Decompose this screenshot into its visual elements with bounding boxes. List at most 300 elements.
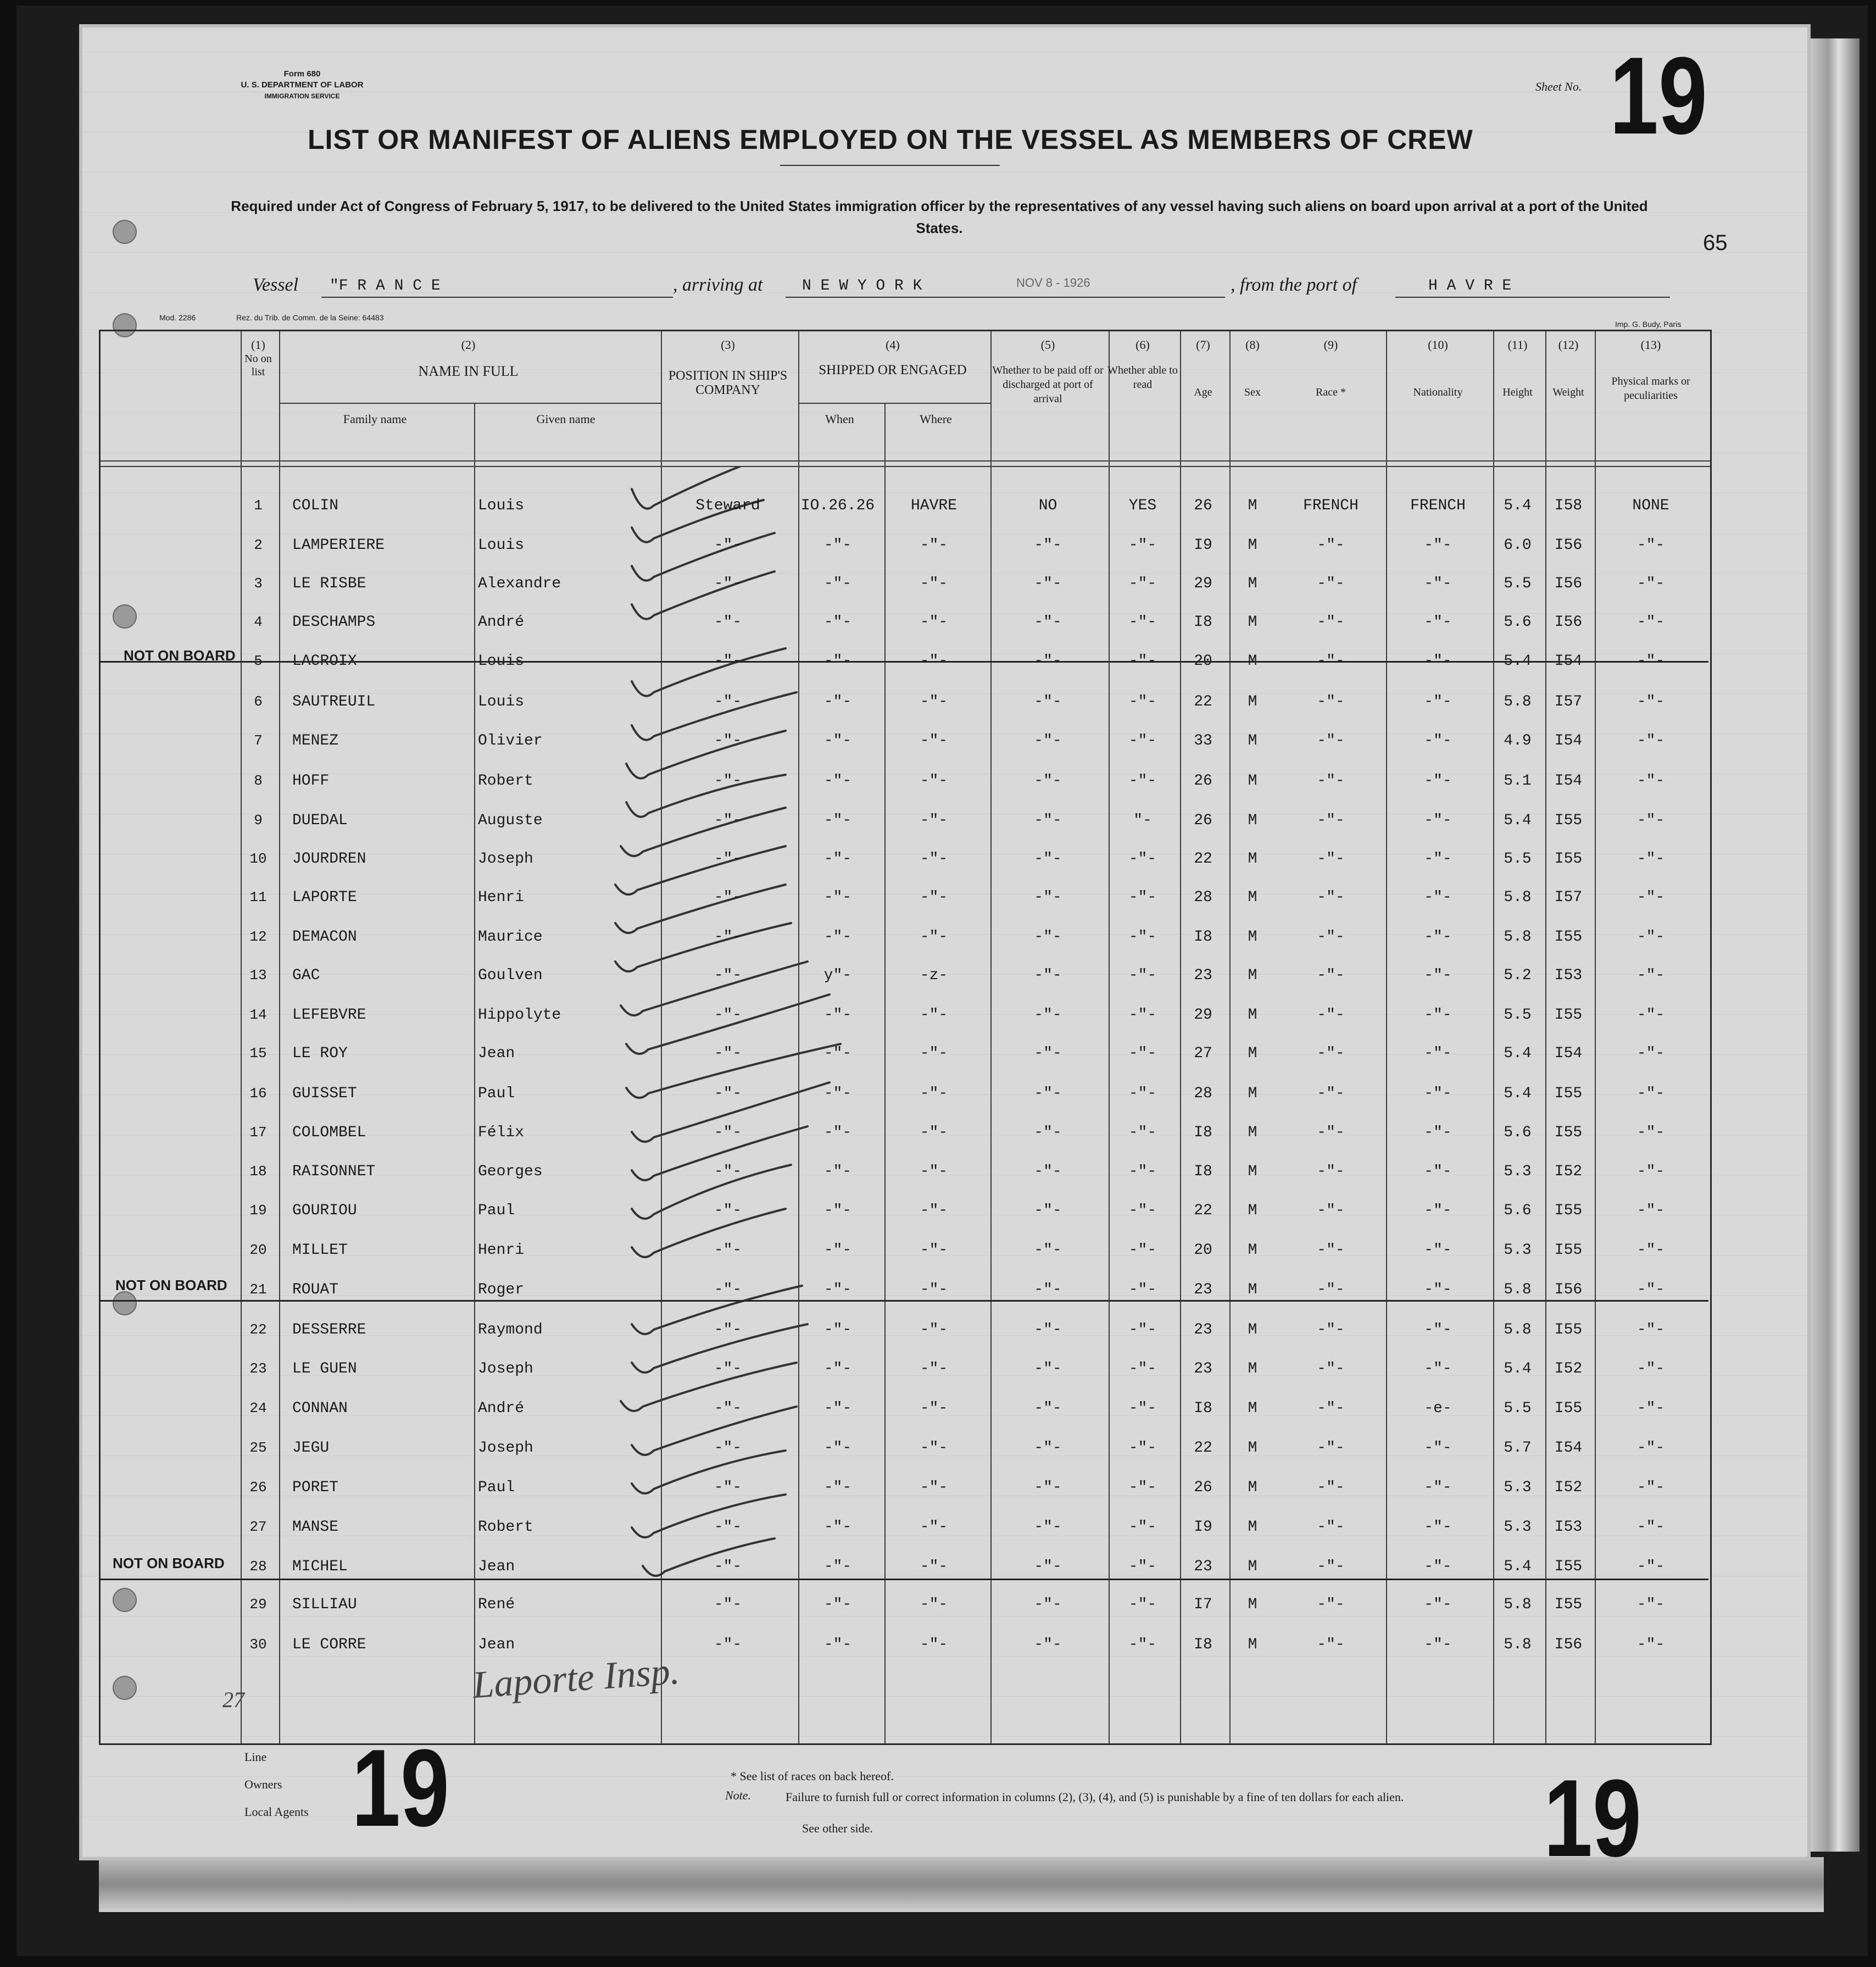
- cell-read: -"-: [1128, 1045, 1157, 1062]
- cell-race: -"-: [1317, 1360, 1345, 1377]
- cell-no: 20: [249, 1242, 267, 1258]
- cell-race: -"-: [1317, 1281, 1345, 1298]
- cell-no: 11: [249, 889, 267, 905]
- cell-age: I8: [1194, 929, 1212, 946]
- col-10-header: [1384, 338, 1491, 399]
- cell-weight: I52: [1554, 1163, 1583, 1180]
- cell-when: -"-: [823, 614, 852, 631]
- cell-weight: I55: [1554, 1242, 1583, 1259]
- cell-where: -"-: [920, 1479, 948, 1496]
- cell-given: Paul: [478, 1085, 515, 1102]
- cell-marks: -"-: [1636, 614, 1665, 631]
- shipped-subrule: [798, 403, 990, 404]
- cell-position: -"-: [714, 1479, 742, 1496]
- cell-height: 5.6: [1504, 1202, 1532, 1219]
- header-rule: [101, 460, 1710, 462]
- cell-family: ROUAT: [292, 1281, 339, 1298]
- col-9-header: [1277, 338, 1384, 399]
- cell-nat: -"-: [1424, 1440, 1452, 1457]
- cell-race: -"-: [1317, 851, 1345, 868]
- cell-where: -"-: [920, 1281, 948, 1298]
- cell-given: Maurice: [478, 929, 543, 946]
- cell-age: 26: [1194, 773, 1212, 790]
- cell-nat: -"-: [1424, 1479, 1452, 1496]
- cell-no: 3: [254, 575, 263, 592]
- family-name-header: Family name: [343, 412, 407, 426]
- cell-height: 4.9: [1504, 732, 1532, 749]
- cell-age: 22: [1194, 1440, 1212, 1457]
- cell-no: 16: [249, 1085, 267, 1102]
- cell-no: 24: [249, 1400, 267, 1416]
- cell-given: Henri: [478, 1242, 525, 1259]
- footer-line-label: Line: [244, 1750, 267, 1764]
- cell-marks: -"-: [1636, 1440, 1665, 1457]
- cell-given: Robert: [478, 1519, 533, 1536]
- cell-given: Louis: [478, 497, 525, 514]
- cell-position: -"-: [714, 1519, 742, 1536]
- cell-no: 5: [254, 653, 263, 669]
- cell-race: -"-: [1317, 575, 1345, 592]
- cell-height: 5.8: [1504, 693, 1532, 710]
- cell-nat: -"-: [1424, 1163, 1452, 1180]
- cell-given: Louis: [478, 537, 525, 554]
- cell-race: -"-: [1317, 653, 1345, 670]
- cell-where: -"-: [920, 1045, 948, 1062]
- cell-height: 5.1: [1504, 773, 1532, 790]
- cell-weight: I55: [1554, 1007, 1583, 1024]
- cell-sex: M: [1248, 1281, 1257, 1298]
- when-header: When: [825, 412, 854, 426]
- col-number: (11): [1507, 338, 1528, 352]
- cell-family: JOURDREN: [292, 851, 366, 868]
- cell-nat: -"-: [1424, 575, 1452, 592]
- cell-height: 6.0: [1504, 537, 1532, 554]
- cell-paid: -"-: [1034, 1479, 1062, 1496]
- cell-family: LEFEBVRE: [292, 1007, 366, 1024]
- from-label: , from the port of: [1231, 275, 1357, 295]
- cell-position: -"-: [714, 575, 742, 592]
- cell-no: 15: [249, 1045, 267, 1062]
- cell-race: -"-: [1317, 1636, 1345, 1653]
- cell-paid: -"-: [1034, 773, 1062, 790]
- cell-given: Hippolyte: [478, 1007, 561, 1024]
- cell-given: Jean: [478, 1636, 515, 1653]
- cell-nat: -"-: [1424, 812, 1452, 829]
- cell-race: -"-: [1317, 929, 1345, 946]
- strike-line: [99, 661, 1708, 663]
- cell-paid: -"-: [1034, 851, 1062, 868]
- cell-age: 20: [1194, 1242, 1212, 1259]
- col-4-header: [797, 338, 989, 377]
- cell-when: -"-: [823, 1202, 852, 1219]
- cell-no: 17: [249, 1124, 267, 1141]
- cell-marks: -"-: [1636, 929, 1665, 946]
- fine-note: Failure to furnish full or correct information in columns (2), (3), (4), and (5) is punishable by a fine of ten dollars for each alien.: [786, 1790, 1404, 1804]
- cell-when: -"-: [823, 653, 852, 670]
- cell-read: -"-: [1128, 693, 1157, 710]
- cell-family: LE CORRE: [292, 1636, 366, 1653]
- header-rule: [101, 466, 1710, 467]
- cell-no: 30: [249, 1636, 267, 1653]
- not-on-board-stamp: NOT ON BOARD: [113, 1555, 225, 1571]
- cell-no: 22: [249, 1321, 267, 1338]
- cell-race: -"-: [1317, 1045, 1345, 1062]
- cell-sex: M: [1248, 1596, 1257, 1613]
- cell-where: -"-: [920, 1321, 948, 1338]
- footer-owners-label: Owners: [244, 1777, 282, 1791]
- page-stack-edge: [1807, 38, 1860, 1852]
- cell-height: 5.4: [1504, 1085, 1532, 1102]
- cell-where: -"-: [920, 1202, 948, 1219]
- cell-no: 8: [254, 773, 263, 789]
- cell-family: GUISSET: [292, 1085, 357, 1102]
- cell-read: -"-: [1128, 1124, 1157, 1141]
- cell-age: I8: [1194, 1400, 1212, 1417]
- cell-where: -"-: [920, 575, 948, 592]
- cell-race: -"-: [1317, 1242, 1345, 1259]
- given-name-header: Given name: [536, 412, 595, 426]
- cell-nat: -"-: [1424, 693, 1452, 710]
- cell-paid: -"-: [1034, 1124, 1062, 1141]
- cell-sex: M: [1248, 537, 1257, 554]
- cell-when: -"-: [823, 693, 852, 710]
- col-label: Whether to be paid off or discharged at port of arrival: [992, 364, 1104, 405]
- cell-height: 5.8: [1504, 1281, 1532, 1298]
- cell-given: Paul: [478, 1202, 515, 1219]
- cell-nat: -"-: [1424, 653, 1452, 670]
- cell-no: 13: [249, 967, 267, 984]
- col-label: Height: [1502, 386, 1533, 398]
- cell-race: -"-: [1317, 1400, 1345, 1417]
- cell-read: -"-: [1128, 1281, 1157, 1298]
- cell-given: Henri: [478, 889, 525, 906]
- cell-family: LAMPERIERE: [292, 537, 385, 554]
- cell-age: 23: [1194, 1360, 1212, 1377]
- cell-when: -"-: [823, 1479, 852, 1496]
- cell-height: 5.4: [1504, 1045, 1532, 1062]
- cell-when: IO.26.26: [800, 497, 875, 514]
- cell-when: -"-: [823, 1045, 852, 1062]
- cell-weight: I55: [1554, 1400, 1583, 1417]
- col-label: No on list: [244, 353, 272, 378]
- cell-height: 5.3: [1504, 1519, 1532, 1536]
- note-label: Note.: [725, 1788, 751, 1802]
- cell-position: -"-: [714, 1558, 742, 1575]
- cell-position: -"-: [714, 1242, 742, 1259]
- cell-weight: I54: [1554, 653, 1583, 670]
- cell-marks: -"-: [1636, 1321, 1665, 1338]
- cell-weight: I55: [1554, 851, 1583, 868]
- cell-nat: -"-: [1424, 889, 1452, 906]
- cell-no: 29: [249, 1596, 267, 1613]
- cell-race: -"-: [1317, 812, 1345, 829]
- cell-when: -"-: [823, 1519, 852, 1536]
- page-title: LIST OR MANIFEST OF ALIENS EMPLOYED ON THE VESSEL AS MEMBERS OF CREW: [308, 124, 1473, 155]
- cell-height: 5.8: [1504, 889, 1532, 906]
- footer-agents-label: Local Agents: [244, 1805, 309, 1819]
- cell-given: Roger: [478, 1281, 525, 1298]
- cell-position: -"-: [714, 812, 742, 829]
- cell-weight: I57: [1554, 889, 1583, 906]
- cell-family: MANSE: [292, 1519, 339, 1536]
- cell-where: -"-: [920, 693, 948, 710]
- cell-age: I9: [1194, 537, 1212, 554]
- arriving-port: N E W Y O R K: [802, 277, 922, 295]
- cell-family: SILLIAU: [292, 1596, 357, 1613]
- cell-paid: -"-: [1034, 1440, 1062, 1457]
- cell-read: -"-: [1128, 1479, 1157, 1496]
- cell-marks: -"-: [1636, 1007, 1665, 1024]
- cell-marks: -"-: [1636, 1558, 1665, 1575]
- col-11-header: [1491, 338, 1544, 399]
- sheet-no-label: Sheet No.: [1535, 80, 1582, 93]
- cell-position: -"-: [714, 1321, 742, 1338]
- cell-age: 33: [1194, 732, 1212, 749]
- cell-nat: -"-: [1424, 851, 1452, 868]
- vessel-underline: [321, 297, 673, 298]
- cell-where: -"-: [920, 851, 948, 868]
- cell-weight: I56: [1554, 575, 1583, 592]
- cell-age: I8: [1194, 1163, 1212, 1180]
- cell-position: -"-: [714, 1202, 742, 1219]
- cell-no: 6: [254, 693, 263, 710]
- cell-when: y"-: [823, 967, 852, 984]
- cell-position: -"-: [714, 967, 742, 984]
- cell-race: -"-: [1317, 1558, 1345, 1575]
- col-label: Age: [1194, 386, 1212, 398]
- cell-paid: -"-: [1034, 929, 1062, 946]
- cell-nat: -"-: [1424, 1045, 1452, 1062]
- cell-when: -"-: [823, 1085, 852, 1102]
- cell-no: 26: [249, 1479, 267, 1496]
- cell-when: -"-: [823, 1007, 852, 1024]
- cell-paid: -"-: [1034, 1281, 1062, 1298]
- cell-nat: -"-: [1424, 1281, 1452, 1298]
- cell-nat: -e-: [1424, 1400, 1452, 1417]
- cell-sex: M: [1248, 1440, 1257, 1457]
- cell-marks: -"-: [1636, 693, 1665, 710]
- cell-read: -"-: [1128, 575, 1157, 592]
- cell-age: 22: [1194, 851, 1212, 868]
- cell-marks: -"-: [1636, 1400, 1665, 1417]
- cell-race: -"-: [1317, 1085, 1345, 1102]
- col-number: (13): [1640, 338, 1661, 352]
- cell-no: 14: [249, 1007, 267, 1023]
- cell-read: -"-: [1128, 1558, 1157, 1575]
- col-number: (12): [1558, 338, 1579, 352]
- cell-read: -"-: [1128, 1202, 1157, 1219]
- col-divider: [474, 403, 475, 1743]
- cell-position: -"-: [714, 889, 742, 906]
- cell-height: 5.4: [1504, 653, 1532, 670]
- col-number: (4): [886, 338, 900, 352]
- cell-family: MILLET: [292, 1242, 348, 1259]
- cell-family: GOURIOU: [292, 1202, 357, 1219]
- cell-race: -"-: [1317, 1202, 1345, 1219]
- cell-nat: -"-: [1424, 1519, 1452, 1536]
- cell-height: 5.3: [1504, 1479, 1532, 1496]
- cell-age: I8: [1194, 1636, 1212, 1653]
- col-label: Weight: [1552, 386, 1584, 398]
- cell-given: René: [478, 1596, 515, 1613]
- cell-weight: I57: [1554, 693, 1583, 710]
- cell-height: 5.4: [1504, 812, 1532, 829]
- cell-sex: M: [1248, 1045, 1257, 1062]
- race-note: * See list of races on back hereof.: [731, 1769, 894, 1783]
- corner-number: 65: [1703, 231, 1728, 255]
- subtitle: Required under Act of Congress of February 5, 1917, to be delivered to the United States immigration officer by the representatives of any vessel having such aliens on board upon arrival at a port of the United States.: [231, 198, 1648, 236]
- cell-no: 28: [249, 1558, 267, 1575]
- cell-weight: I55: [1554, 812, 1583, 829]
- cell-when: -"-: [823, 851, 852, 868]
- cell-where: -"-: [920, 653, 948, 670]
- cell-nat: -"-: [1424, 732, 1452, 749]
- cell-position: -"-: [714, 537, 742, 554]
- cell-no: 2: [254, 537, 263, 553]
- col-label: Sex: [1244, 386, 1261, 398]
- footer-number-right: 19: [1544, 1757, 1641, 1880]
- form-header: [198, 69, 407, 102]
- cell-given: Félix: [478, 1124, 525, 1141]
- col-1-header: [239, 338, 277, 379]
- strike-line: [99, 1300, 1708, 1302]
- cell-marks: -"-: [1636, 1124, 1665, 1141]
- cell-marks: -"-: [1636, 1045, 1665, 1062]
- cell-when: -"-: [823, 1360, 852, 1377]
- cell-age: 23: [1194, 1281, 1212, 1298]
- cell-nat: -"-: [1424, 1007, 1452, 1024]
- col-7-header: [1178, 338, 1228, 399]
- cell-paid: NO: [1038, 497, 1057, 514]
- cell-read: -"-: [1128, 929, 1157, 946]
- cell-where: -"-: [920, 1636, 948, 1653]
- cell-paid: -"-: [1034, 1007, 1062, 1024]
- cell-race: -"-: [1317, 693, 1345, 710]
- cell-paid: -"-: [1034, 889, 1062, 906]
- cell-sex: M: [1248, 967, 1257, 984]
- cell-position: -"-: [714, 653, 742, 670]
- cell-family: COLOMBEL: [292, 1124, 366, 1141]
- cell-where: -"-: [920, 1360, 948, 1377]
- col-number: (5): [1040, 338, 1055, 352]
- cell-family: LE ROY: [292, 1045, 348, 1062]
- cell-no: 7: [254, 732, 263, 749]
- cell-when: -"-: [823, 773, 852, 790]
- cell-when: -"-: [823, 929, 852, 946]
- cell-when: -"-: [823, 1558, 852, 1575]
- cell-weight: I53: [1554, 1519, 1583, 1536]
- cell-sex: M: [1248, 929, 1257, 946]
- cell-paid: -"-: [1034, 653, 1062, 670]
- arriving-label: , arriving at: [673, 275, 763, 295]
- cell-marks: -"-: [1636, 1281, 1665, 1298]
- cell-given: Goulven: [478, 967, 543, 984]
- col-5-header: [989, 338, 1107, 406]
- cell-sex: M: [1248, 1007, 1257, 1024]
- cell-sex: M: [1248, 1202, 1257, 1219]
- cell-position: -"-: [714, 1596, 742, 1613]
- col-number: (1): [251, 338, 265, 352]
- cell-marks: -"-: [1636, 1519, 1665, 1536]
- cell-when: -"-: [823, 812, 852, 829]
- cell-sex: M: [1248, 575, 1257, 592]
- col-number: (10): [1428, 338, 1448, 352]
- cell-weight: I55: [1554, 1596, 1583, 1613]
- cell-race: -"-: [1317, 1124, 1345, 1141]
- col-3-header: [659, 338, 797, 397]
- cell-sex: M: [1248, 1124, 1257, 1141]
- cell-position: -"-: [714, 1085, 742, 1102]
- cell-when: -"-: [823, 1400, 852, 1417]
- cell-paid: -"-: [1034, 575, 1062, 592]
- cell-where: -"-: [920, 1596, 948, 1613]
- from-underline: [1395, 297, 1670, 298]
- cell-race: -"-: [1317, 537, 1345, 554]
- cell-when: -"-: [823, 1281, 852, 1298]
- cell-race: -"-: [1317, 773, 1345, 790]
- cell-where: -"-: [920, 1440, 948, 1457]
- cell-read: -"-: [1128, 1007, 1157, 1024]
- cell-weight: I55: [1554, 1558, 1583, 1575]
- cell-given: Joseph: [478, 851, 533, 868]
- sheet-number: 19: [1610, 35, 1707, 157]
- cell-race: -"-: [1317, 1163, 1345, 1180]
- cell-given: Raymond: [478, 1321, 543, 1338]
- cell-sex: M: [1248, 1519, 1257, 1536]
- cell-position: -"-: [714, 773, 742, 790]
- cell-where: -"-: [920, 1519, 948, 1536]
- col-6-header: [1107, 338, 1178, 392]
- cell-race: FRENCH: [1303, 497, 1359, 514]
- cell-paid: -"-: [1034, 614, 1062, 631]
- cell-sex: M: [1248, 1085, 1257, 1102]
- cell-age: 22: [1194, 693, 1212, 710]
- cell-position: -"-: [714, 1124, 742, 1141]
- cell-family: CONNAN: [292, 1400, 348, 1417]
- cell-where: -"-: [920, 732, 948, 749]
- cell-given: Joseph: [478, 1360, 533, 1377]
- col-12-header: [1544, 338, 1593, 399]
- cell-marks: -"-: [1636, 1596, 1665, 1613]
- cell-age: I9: [1194, 1519, 1212, 1536]
- cell-given: Jean: [478, 1045, 515, 1062]
- not-on-board-stamp: NOT ON BOARD: [115, 1277, 227, 1293]
- cell-family: RAISONNET: [292, 1163, 376, 1180]
- cell-nat: -"-: [1424, 1124, 1452, 1141]
- cell-height: 5.5: [1504, 1400, 1532, 1417]
- cell-where: -"-: [920, 1242, 948, 1259]
- form-number: Form 680: [283, 69, 321, 79]
- cell-race: -"-: [1317, 889, 1345, 906]
- cell-family: DESCHAMPS: [292, 614, 376, 631]
- date-stamp: NOV 8 - 1926: [1016, 276, 1090, 290]
- cell-read: -"-: [1128, 1636, 1157, 1653]
- cell-sex: M: [1248, 773, 1257, 790]
- cell-weight: I56: [1554, 537, 1583, 554]
- cell-when: -"-: [823, 537, 852, 554]
- mod-number: Mod. 2286: [159, 313, 196, 322]
- cell-family: LAPORTE: [292, 889, 357, 906]
- cell-height: 5.2: [1504, 967, 1532, 984]
- cell-age: 26: [1194, 812, 1212, 829]
- cell-height: 5.8: [1504, 1596, 1532, 1613]
- cell-where: -"-: [920, 889, 948, 906]
- cell-given: Alexandre: [478, 575, 561, 592]
- vessel-name: "F R A N C E: [330, 277, 441, 295]
- cell-marks: -"-: [1636, 1636, 1665, 1653]
- cell-no: 18: [249, 1163, 267, 1180]
- cell-height: 5.4: [1504, 1360, 1532, 1377]
